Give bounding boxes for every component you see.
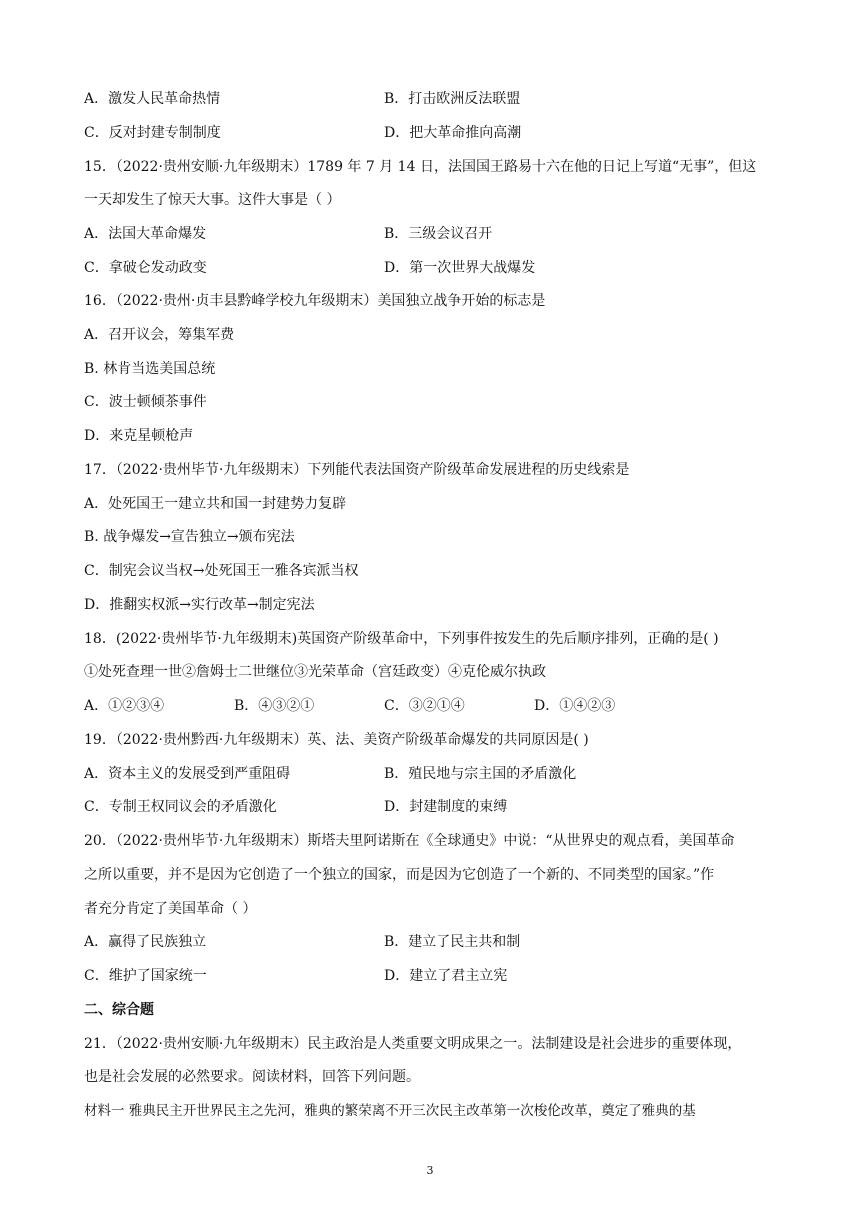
option-a[interactable]: A．法国大革命爆发 xyxy=(84,226,207,242)
option-c[interactable]: C．维护了国家统一 xyxy=(84,968,207,984)
option-c[interactable]: C．专制王权同议会的矛盾激化 xyxy=(84,799,277,815)
q18-events: ①处死查理一世②詹姆士二世继位③光荣革命（宫廷政变）④克伦威尔执政 xyxy=(84,664,546,680)
option-b[interactable]: B. 战争爆发→宣告独立→颁布宪法 xyxy=(84,529,295,545)
option-a[interactable]: A．激发人民革命热情 xyxy=(84,91,221,107)
option-d[interactable]: D．建立了君主立宪 xyxy=(384,968,508,984)
option-b[interactable]: B．建立了民主共和制 xyxy=(384,934,521,950)
q21-stem-line1: 21．（2022·贵州安顺·九年级期末）民主政治是人类重要文明成果之一。法制建设是社会进步的重要体现， xyxy=(84,1036,742,1052)
option-c[interactable]: C．拿破仑发动政变 xyxy=(84,260,207,276)
option-a[interactable]: A．资本主义的发展受到严重阻碍 xyxy=(84,766,291,782)
q15-stem-line1: 15．（2022·贵州安顺·九年级期末）1789 年 7 月 14 日，法国国王路易十六在他的日记上写道“无事”，但这 xyxy=(84,159,757,175)
q15-stem-line2: 一天却发生了惊天大事。这件大事是（ ） xyxy=(84,192,341,208)
q21-stem-line2: 也是社会发展的必然要求。阅读材料，回答下列问题。 xyxy=(84,1069,420,1085)
option-a[interactable]: A．处死国王一建立共和国一封建势力复辟 xyxy=(84,496,347,512)
q18-stem: 18．(2022·贵州毕节·九年级期末)英国资产阶级革命中，下列事件按发生的先后顺序排列，正确的是( ) xyxy=(84,631,719,647)
q21-material1: 材料一 雅典民主开世界民主之先河，雅典的繁荣离不开三次民主改革第一次梭伦改革，奠定了雅典的基 xyxy=(84,1103,696,1119)
option-d[interactable]: D．①④②③ xyxy=(534,698,616,714)
option-a[interactable]: A．召开议会，筹集军费 xyxy=(84,327,235,343)
option-d[interactable]: D．来克星顿枪声 xyxy=(84,428,194,444)
option-c[interactable]: C．波士顿倾茶事件 xyxy=(84,394,207,410)
q20-stem-line1: 20．（2022·贵州毕节·九年级期末）斯塔夫里阿诺斯在《全球通史》中说：“从世界史的观点看，美国革命 xyxy=(84,833,735,849)
option-c[interactable]: C．③②①④ xyxy=(384,698,465,714)
q17-stem: 17．（2022·贵州毕节·九年级期末）下列能代表法国资产阶级革命发展进程的历史线索是 xyxy=(84,462,630,478)
q20-stem-line2: 之所以重要，并不是因为它创造了一个独立的国家，而是因为它创造了一个新的、不同类型的国家。”作 xyxy=(84,867,715,883)
page-number: 3 xyxy=(426,1164,434,1177)
option-d[interactable]: D．把大革命推向高潮 xyxy=(384,125,522,141)
q19-stem: 19．（2022·贵州黔西·九年级期末）英、法、美资产阶级革命爆发的共同原因是( ) xyxy=(84,732,589,748)
q20-stem-line3: 者充分肯定了美国革命（ ） xyxy=(84,901,257,917)
option-a[interactable]: A．赢得了民族独立 xyxy=(84,934,207,950)
option-d[interactable]: D．封建制度的束缚 xyxy=(384,799,508,815)
q16-stem: 16．（2022·贵州·贞丰县黔峰学校九年级期末）美国独立战争开始的标志是 xyxy=(84,293,546,309)
option-b[interactable]: B．打击欧洲反法联盟 xyxy=(384,91,521,107)
option-b[interactable]: B．④③②① xyxy=(234,698,315,714)
option-a[interactable]: A．①②③④ xyxy=(84,698,165,714)
option-c[interactable]: C．反对封建专制制度 xyxy=(84,125,221,141)
option-d[interactable]: D．第一次世界大战爆发 xyxy=(384,260,536,276)
option-d[interactable]: D．推翻实权派→实行改革→制定宪法 xyxy=(84,597,315,613)
option-b[interactable]: B．殖民地与宗主国的矛盾激化 xyxy=(384,766,577,782)
option-b[interactable]: B. 林肯当选美国总统 xyxy=(84,361,216,377)
section-title: 二、综合题 xyxy=(84,1002,154,1018)
option-c[interactable]: C．制宪会议当权→处死国王一雅各宾派当权 xyxy=(84,563,359,579)
option-b[interactable]: B．三级会议召开 xyxy=(384,226,493,242)
